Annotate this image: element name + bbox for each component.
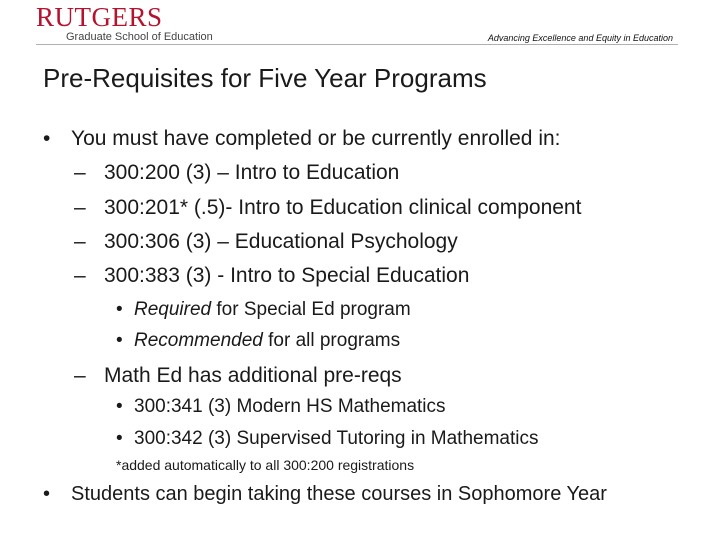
course-item [74,264,469,288]
course-text: 300:201* (.5)- Intro to Education clinical component [104,196,582,219]
bullet-sophomore [43,483,607,506]
dash-icon: – [74,364,86,387]
course-item [74,196,581,220]
bullet-text: You must have completed or be currently enrolled in: [71,127,561,150]
special-ed-note [116,299,411,321]
note-emphasis: Recommended [134,330,263,351]
math-course-item [116,396,446,418]
slide-header [0,0,720,46]
bullet-dot-icon: • [43,127,51,150]
course-item [74,230,458,254]
bullet-dot-icon: • [43,483,51,505]
math-course-text: 300:342 (3) Supervised Tutoring in Mathematics [134,428,539,449]
bullet-dot-icon: • [116,299,123,320]
dash-icon: – [74,161,86,184]
logo-subtitle: Graduate School of Education [66,31,213,43]
note-emphasis: Required [134,299,212,320]
course-item [74,161,399,185]
note-text: for Special Ed program [211,299,411,320]
math-course-text: 300:341 (3) Modern HS Mathematics [134,396,446,417]
course-text: 300:383 (3) - Intro to Special Education [104,264,470,287]
dash-icon: – [74,230,86,253]
dash-icon: – [74,264,86,287]
note-text: for all programs [262,330,401,351]
footnote: *added automatically to all 300:200 registrations [116,457,415,473]
bullet-dot-icon: • [116,330,123,351]
course-text: 300:306 (3) – Educational Psychology [104,230,458,253]
bullet-enrolled [43,127,561,151]
bullet-dot-icon: • [116,428,123,449]
bullet-dot-icon: • [116,396,123,417]
bullet-text: Students can begin taking these courses in Sophomore Year [71,483,607,505]
course-text: 300:200 (3) – Intro to Education [104,161,400,184]
special-ed-note [116,330,400,352]
math-ed-text: Math Ed has additional pre-reqs [104,364,402,387]
dash-icon: – [74,196,86,219]
math-course-item [116,428,539,450]
header-tagline: Advancing Excellence and Equity in Education [487,33,673,43]
header-divider [36,44,678,45]
slide-title: Pre-Requisites for Five Year Programs [43,63,487,93]
rutgers-logo: RUTGERS [36,2,163,32]
math-ed-item [74,364,402,388]
